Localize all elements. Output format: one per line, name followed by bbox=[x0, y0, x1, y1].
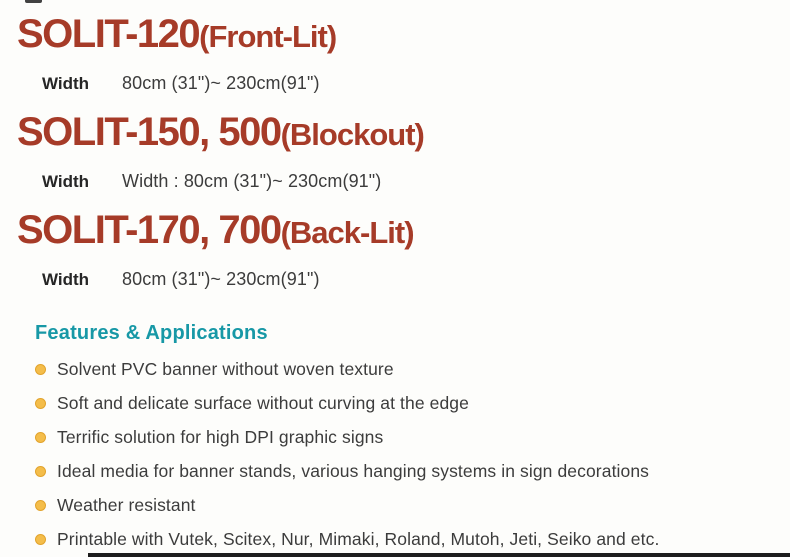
spec-label: Width bbox=[42, 270, 90, 289]
feature-text: Soft and delicate surface without curving at the edge bbox=[57, 393, 469, 413]
spec-value: 80cm (31")~ 230cm(91") bbox=[122, 269, 320, 289]
spec-label: Width bbox=[42, 172, 90, 191]
product-name: SOLIT-170, 700 bbox=[17, 208, 281, 252]
feature-item bbox=[35, 461, 790, 481]
product-section bbox=[0, 12, 790, 94]
feature-item bbox=[35, 495, 790, 515]
feature-list bbox=[35, 359, 790, 549]
feature-item bbox=[35, 393, 790, 413]
product-variant: (Back-Lit) bbox=[280, 215, 414, 250]
product-section bbox=[0, 110, 790, 192]
bullet-dot-icon bbox=[35, 534, 46, 545]
spec-row bbox=[42, 269, 790, 290]
bullet-dot-icon bbox=[35, 398, 46, 409]
bullet-dot-icon bbox=[35, 466, 46, 477]
spec-row bbox=[42, 73, 790, 94]
features-title: Features & Applications bbox=[35, 322, 268, 344]
feature-text: Terrific solution for high DPI graphic signs bbox=[57, 427, 384, 447]
product-heading bbox=[17, 110, 790, 157]
bottom-divider bbox=[88, 553, 790, 557]
product-list bbox=[0, 12, 790, 290]
spec-row bbox=[42, 171, 790, 192]
product-variant: (Front-Lit) bbox=[199, 19, 337, 54]
spec-label: Width bbox=[42, 74, 90, 93]
spec-value: 80cm (31")~ 230cm(91") bbox=[122, 73, 320, 93]
product-variant: (Blockout) bbox=[280, 117, 424, 152]
feature-text: Printable with Vutek, Scitex, Nur, Mimaki, Roland, Mutoh, Jeti, Seiko and etc. bbox=[57, 529, 660, 549]
bullet-dot-icon bbox=[35, 432, 46, 443]
product-name: SOLIT-120 bbox=[17, 12, 200, 56]
features-section bbox=[35, 322, 790, 549]
bullet-dot-icon bbox=[35, 364, 46, 375]
feature-item bbox=[35, 427, 790, 447]
bullet-dot-icon bbox=[35, 500, 46, 511]
scan-corner-mark bbox=[25, 0, 42, 3]
feature-item bbox=[35, 359, 790, 379]
product-heading bbox=[17, 208, 790, 255]
feature-text: Ideal media for banner stands, various hanging systems in sign decorations bbox=[57, 461, 650, 481]
spec-value: Width : 80cm (31")~ 230cm(91") bbox=[122, 171, 382, 191]
product-section bbox=[0, 208, 790, 290]
feature-text: Solvent PVC banner without woven texture bbox=[57, 359, 394, 379]
product-name: SOLIT-150, 500 bbox=[17, 110, 281, 154]
feature-item bbox=[35, 529, 790, 549]
product-heading bbox=[17, 12, 790, 59]
feature-text: Weather resistant bbox=[57, 495, 196, 515]
